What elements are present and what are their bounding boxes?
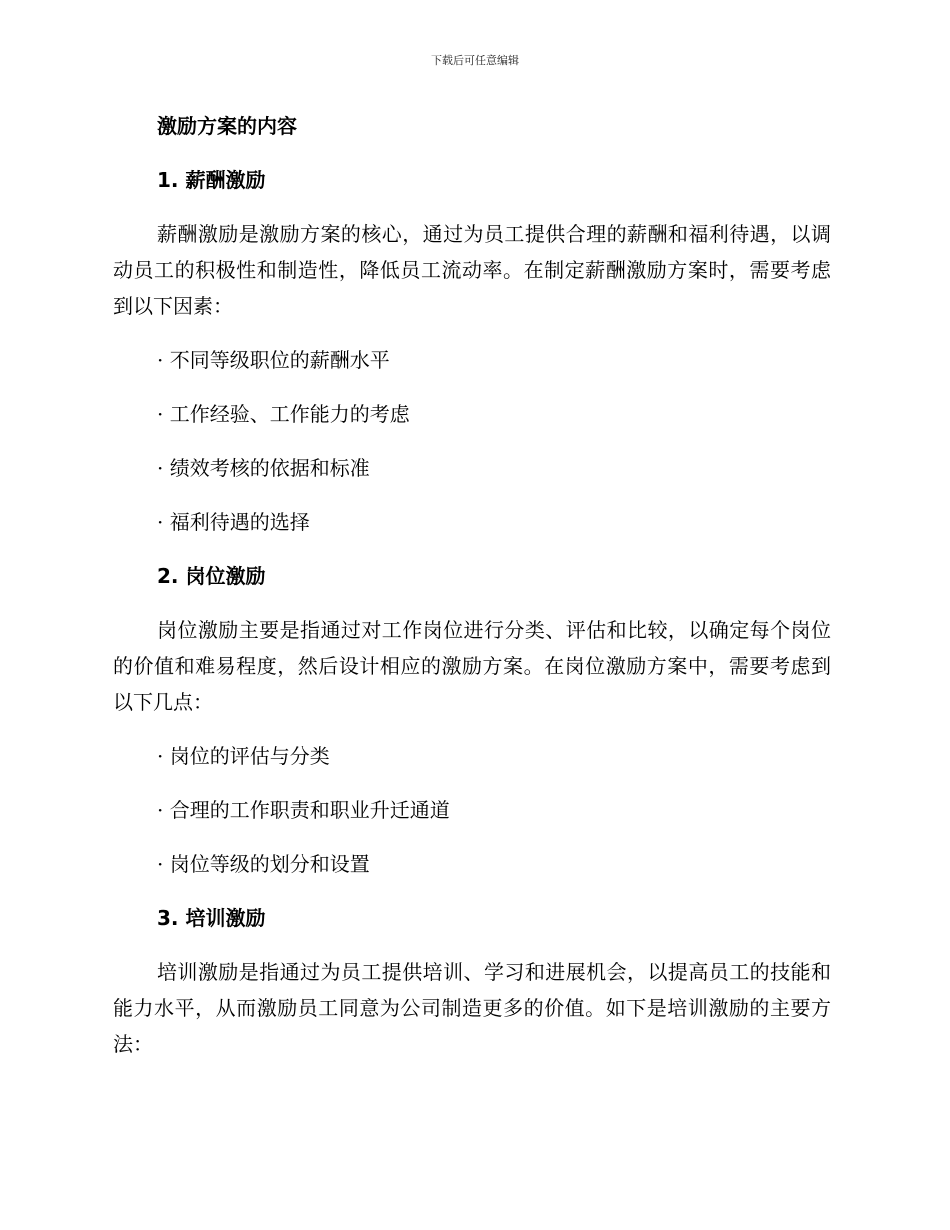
section-heading-training: 3. 培训激励: [157, 906, 266, 930]
document-body: [113, 108, 831, 1080]
list-item: · 岗位等级的划分和设置: [157, 852, 370, 876]
section-paragraph-salary: 薪酬激励是激励方案的核心，通过为员工提供合理的薪酬和福利待遇，以调动员工的积极性和制造性，降低员工流动率。在制定薪酬激励方案时，需要考虑到以下因素：: [113, 222, 831, 318]
list-item: · 绩效考核的依据和标准: [157, 456, 370, 480]
list-item: · 不同等级职位的薪酬水平: [157, 348, 390, 372]
section-heading-position: 2. 岗位激励: [157, 564, 266, 588]
section-paragraph-training: 培训激励是指通过为员工提供培训、学习和进展机会，以提高员工的技能和能力水平，从而激励员工同意为公司制造更多的价值。如下是培训激励的主要方法：: [113, 960, 831, 1056]
list-item: · 工作经验、工作能力的考虑: [157, 402, 410, 426]
section-heading-salary: 1. 薪酬激励: [157, 168, 266, 192]
list-item: · 福利待遇的选择: [157, 510, 310, 534]
page-header: 下载后可任意编辑: [431, 54, 519, 67]
bullet-list-position: [113, 738, 831, 882]
list-item: · 岗位的评估与分类: [157, 744, 330, 768]
bullet-list-salary: [113, 342, 831, 540]
section-paragraph-position: 岗位激励主要是指通过对工作岗位进行分类、评估和比较，以确定每个岗位的价值和难易程度，然后设计相应的激励方案。在岗位激励方案中，需要考虑到以下几点：: [113, 618, 831, 714]
list-item: · 合理的工作职责和职业升迁通道: [157, 798, 450, 822]
document-title: 激励方案的内容: [157, 114, 297, 138]
